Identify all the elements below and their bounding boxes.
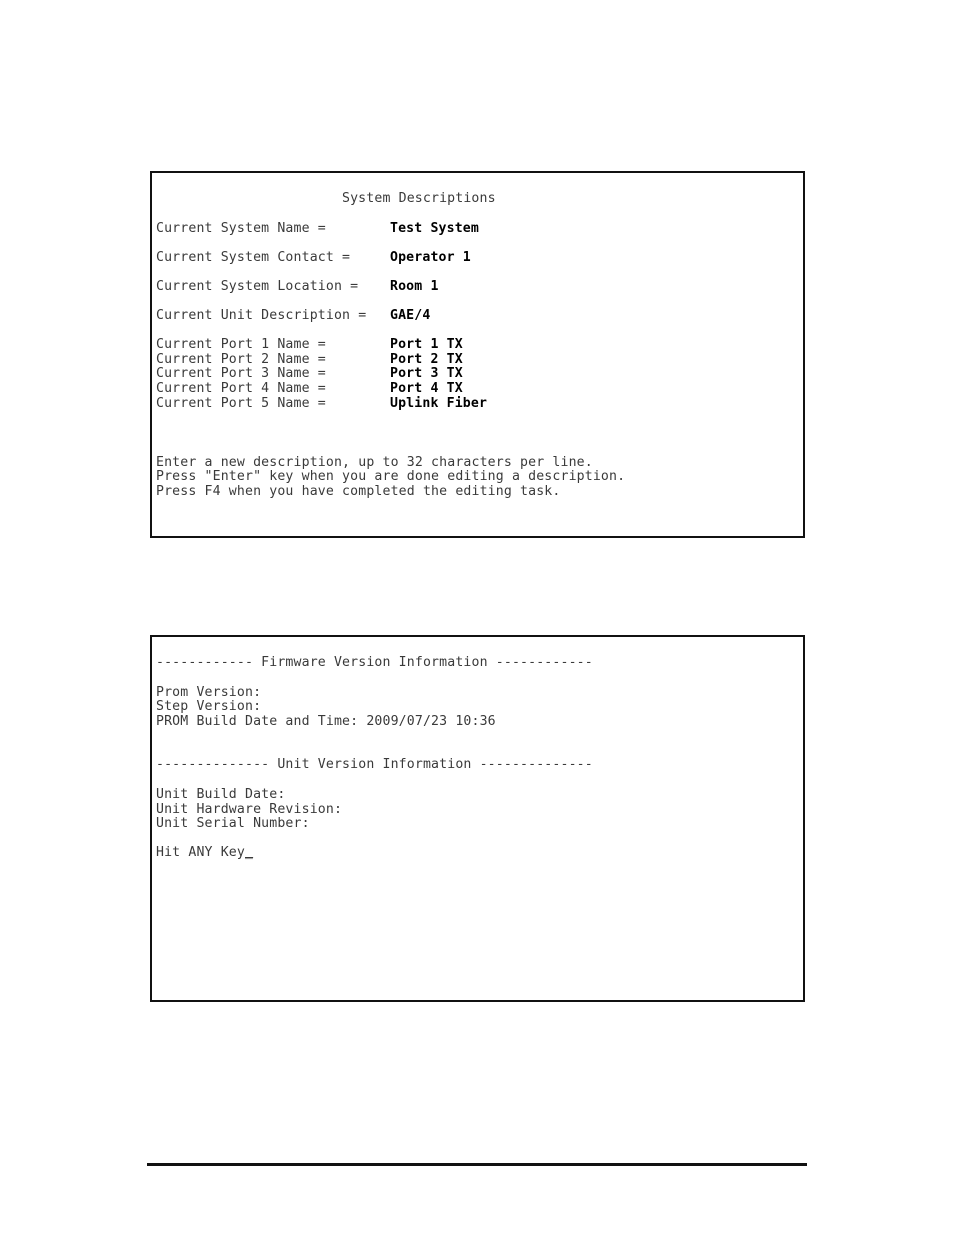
port-4-name-value[interactable]: Port 4 TX xyxy=(390,381,463,396)
system-descriptions-screen xyxy=(150,171,805,538)
system-location-label: Current System Location = xyxy=(156,279,359,294)
text-cursor: _ xyxy=(245,845,254,860)
instruction-line-3: Press F4 when you have completed the editing task. xyxy=(156,484,561,499)
system-location-value[interactable]: Room 1 xyxy=(390,279,439,294)
port-1-name-value[interactable]: Port 1 TX xyxy=(390,337,463,352)
unit-build-date-label: Unit Build Date: xyxy=(156,787,286,802)
prompt-text: Hit ANY Key xyxy=(156,845,245,860)
system-contact-label: Current System Contact = xyxy=(156,250,351,265)
port-5-name-value[interactable]: Uplink Fiber xyxy=(390,396,488,411)
port-3-name-value[interactable]: Port 3 TX xyxy=(390,366,463,381)
screen-title: System Descriptions xyxy=(342,191,496,206)
prom-version-label: Prom Version: xyxy=(156,685,262,700)
instruction-line-2: Press "Enter" key when you are done editing a description. xyxy=(156,469,626,484)
firmware-section-header: ------------ Firmware Version Information ------------ xyxy=(156,655,593,670)
port-3-name-label: Current Port 3 Name = xyxy=(156,366,326,381)
unit-serial-number-label: Unit Serial Number: xyxy=(156,816,310,831)
prom-build-date: PROM Build Date and Time: 2009/07/23 10:36 xyxy=(156,714,496,729)
unit-hardware-revision-label: Unit Hardware Revision: xyxy=(156,802,343,817)
port-2-name-label: Current Port 2 Name = xyxy=(156,352,326,367)
step-version-label: Step Version: xyxy=(156,699,262,714)
unit-section-header: -------------- Unit Version Information -------------- xyxy=(156,757,593,772)
port-5-name-label: Current Port 5 Name = xyxy=(156,396,326,411)
port-1-name-label: Current Port 1 Name = xyxy=(156,337,326,352)
port-2-name-value[interactable]: Port 2 TX xyxy=(390,352,463,367)
system-contact-value[interactable]: Operator 1 xyxy=(390,250,471,265)
unit-description-value[interactable]: GAE/4 xyxy=(390,308,431,323)
system-name-value[interactable]: Test System xyxy=(390,221,479,236)
system-name-label: Current System Name = xyxy=(156,221,326,236)
instruction-line-1: Enter a new description, up to 32 characters per line. xyxy=(156,455,593,470)
port-4-name-label: Current Port 4 Name = xyxy=(156,381,326,396)
hit-any-key-prompt[interactable] xyxy=(156,845,253,860)
footer-rule xyxy=(147,1163,807,1166)
unit-description-label: Current Unit Description = xyxy=(156,308,367,323)
firmware-info-screen xyxy=(150,635,805,1002)
